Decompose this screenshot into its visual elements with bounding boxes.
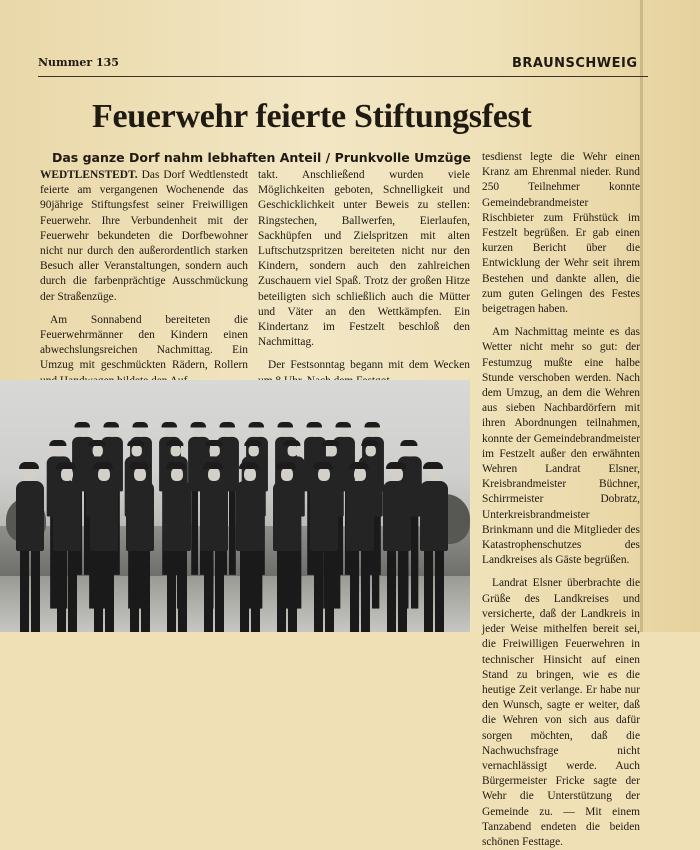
paragraph: Am Sonnabend bereiteten die Feuerwehrmänner den Kindern einen abwechslungsreichen Nachmittag. Ein Umzug mit geschmückten Rädern, Rollern [40,313,248,372]
masthead-rule [38,76,648,77]
article-headline: Feuerwehr feierte Stiftungsfest [92,98,532,135]
article-column-3 [482,150,640,848]
paragraph: Am Nachmittag meinte es das Wetter nicht mehr so gut: der Festumzug mußte eine halbe Stunde verschoben werden. Nach dem Umzug, an dem die Wehren aus sieben Nachbardörfern mit ihren Abordnungen teilnahmen, konnte der Gemeindebrandmeister im Festzelt außer den erwähnten Wehren Landrat Elsner, Kreisbrandmeister Büchner, Schirrmeister Dobratz, Unterkreisbrandmeister Brinkmann und die Mitglieder des Katastrophenschutzes des Landkreises als Gäste begrüßen. [482,326,640,567]
section-city: BRAUNSCHWEIG [512,56,638,71]
issue-number: Nummer 135 [38,56,119,69]
paragraph: Landrat Elsner überbrachte die Grüße des Landkreises und versicherte, daß der Landkreis in jeder Weise mithelfen bereit sei, die Freiwilligen Feuerwehren in technischer Hinsicht auf einen Stand zu bringen, wie es die heutige Zeit verlange. Er habe nur den Wunsch, sagte er weiter, daß die Wehren von sich aus dafür sorgen möchten, daß die Nachwuchsfrage nicht vernachlässigt werde. Auch Bürgermeister Fricke sagte der Wehr die Unterstützung der Gemeinde zu. — Mit einem Tanzabend endeten die beiden schönen Festtage. [482,577,640,848]
dateline: WEDTLENSTEDT. [40,169,138,181]
paragraph: tesdienst legte die Wehr einen Kranz am Ehrenmal nieder. Rund 250 Teilnehmer konnte Gemeindebrandmeister Rischbieter zum Frühstück im Festzelt begrüßen. Er gab einen kurzen Bericht über die Entwicklung der Wehr seit ihrem Bestehen und dankte allen, die zum guten Gelingen des Festes beigetragen haben. [482,151,640,316]
article-column-1 [40,168,248,378]
paragraph-text: Das Dorf Wedtlenstedt feierte am vergangenen Wochenende das 90jährige Stiftungsfest seiner Freiwilligen Feuerwehr. Ihre Verbundenheit mit der Feuerwehr bekundeten die Dorfbewohner nicht nur durch den außerordentlich starken Besuch aller Veranstaltungen, sondern auch durch die farbenprächtige Ausschmückung der Straßenzüge. [40,169,248,303]
paragraph: takt. Anschließend wurden viele Möglichkeiten geboten, Schnelligkeit und Geschicklichkeit unter Beweis zu stellen: Ringstechen, Ballwerfen, Eierlaufen, Sackhüpfen und Zielspritzen mit alten Luftschutzspritzen bereiteten nicht nur den Kindern, sondern auch den zahlreichen Zuschauern viel Spaß. Trotz der großen Hitze beteiligten sich schließlich auch die Mütter und Väter an den Wettkämpfen. Ein Kindertanz im Festzelt beschloß den Nachmittag. [258,169,470,349]
page-fold [640,0,643,632]
paragraph: Der Festsonntag begann mit dem Wecken [268,359,470,372]
paragraph [40,168,248,305]
article-column-2 [258,168,470,376]
article-subheadline: Das ganze Dorf nahm lebhaften Anteil / Prunkvolle Umzüge [52,150,471,165]
group-photo [0,380,470,632]
